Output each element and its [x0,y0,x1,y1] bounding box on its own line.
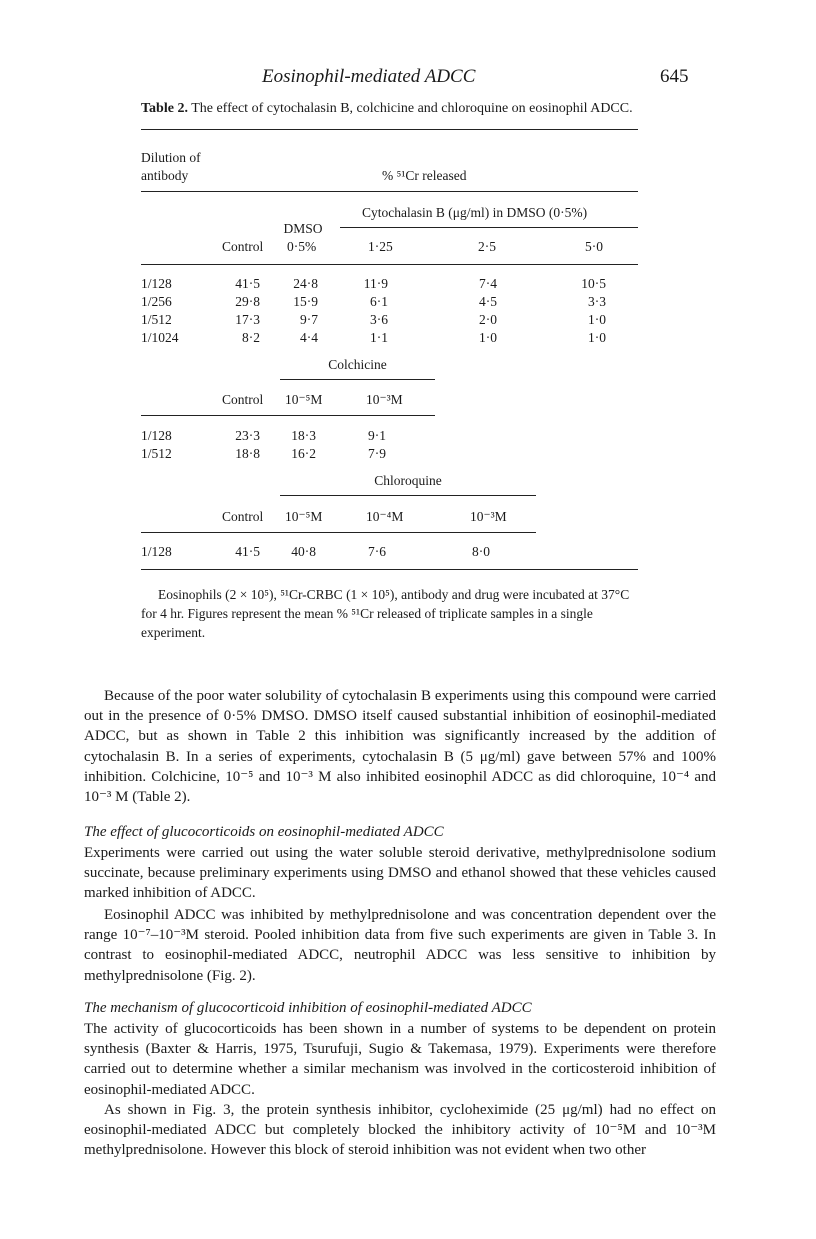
colchicine-group-label: Colchicine [328,357,387,372]
table-cell: 41·5 [235,276,260,291]
table-cell: 18·8 [235,446,260,461]
table-cell: 8·0 [472,544,490,559]
s3-header-3: 10⁻³M [470,509,507,524]
table-cell: 1·0 [479,330,497,345]
table-cell: 1·1 [370,330,388,345]
table-cell: 41·5 [235,544,260,559]
s1-header-dmso: 0·5% [287,239,317,254]
table-cell: 9·7 [300,312,318,327]
table-cell: 23·3 [235,428,260,443]
cytochalasin-group-label: Cytochalasin B (μg/ml) in DMSO (0·5%) [362,205,588,220]
table-cell: 11·9 [363,276,388,291]
table-cell: 16·2 [291,446,316,461]
table-cell: 4·5 [479,294,497,309]
body-paragraph: The activity of glucocorticoids has been shown in a number of systems to be dependent on protein synthesis (Baxter & Harris, 1975, Tsurufuji, Sugio & Takemasa, 1979). Experiments were therefore carried out to determine whether a similar mechanism was involved in the corticosteroid inhibition of eosinophil-mediated ADCC. [84,1021,716,1098]
table-cell: 3·3 [588,294,606,309]
table-cell: 3·6 [370,312,388,327]
table-cell: 15·9 [293,294,318,309]
body-paragraph: Experiments were carried out using the water soluble steroid derivative, methylprednisolone sodium succinate, because preliminary experiments using DMSO and ethanol showed that these vehicles caused marked inhibition of ADCC. [84,845,716,902]
table-cell: 1·0 [588,312,606,327]
s1-header-125: 1·25 [368,239,393,254]
table-top-rule [141,129,638,130]
s2-header-1: 10⁻⁵M [285,392,323,407]
table-label: Table 2. [141,101,188,116]
chloroquine-group-label: Chloroquine [374,473,442,488]
table-cell: 18·3 [291,428,316,443]
page-number: 645 [660,66,689,87]
table-cell: 40·8 [291,544,316,559]
table-cell: 1/512 [141,446,172,461]
s3-header-1: 10⁻⁵M [285,509,323,524]
table-cell: 10·5 [581,276,606,291]
table-cell: 1/1024 [141,330,179,345]
table-cell: 1/128 [141,276,172,291]
table-cell: 1·0 [588,330,606,345]
table-cell: 7·4 [479,276,497,291]
s2-header-control: Control [222,392,264,407]
cytochalasin-group-rule [340,227,638,228]
table-cell: 2·0 [479,312,497,327]
running-title: Eosinophil-mediated ADCC [262,66,476,87]
table-cell: 4·4 [300,330,318,345]
table-head-rule [141,191,638,192]
s3-header-2: 10⁻⁴M [366,509,404,524]
s1-header-control: Control [222,239,264,254]
col-head-dilution-2: antibody [141,168,189,183]
dmso-label: DMSO [283,221,323,236]
table-cell: 8·2 [242,330,260,345]
body-paragraph: Eosinophil ADCC was inhibited by methylprednisolone and was concentration dependent over the range 10⁻⁷–10⁻³M steroid. Pooled inhibition data from five such experiments are given in Table 3. In contrast to eosinophil-mediated ADCC, neutrophil ADCC was less sensitive to inhibition by methylprednisolone (Fig. 2). [84,907,716,984]
table-caption [141,101,633,117]
table-cell: 9·1 [368,428,386,443]
s2-header-rule [141,415,435,416]
s3-header-rule [141,532,536,533]
table-footnote: Eosinophils (2 × 10⁵), ⁵¹Cr-CRBC (1 × 10⁵), antibody and drug were incubated at 37°C for 4 hr. Figures represent the mean % ⁵¹Cr released of triplicate samples in a single experiment. [141,587,630,640]
col-head-cr-released: % ⁵¹Cr released [382,168,467,183]
table-cell: 7·6 [368,544,386,559]
table-cell: 24·8 [293,276,318,291]
section-heading: The mechanism of glucocorticoid inhibition of eosinophil-mediated ADCC [84,1000,532,1016]
s1-header-50: 5·0 [585,239,603,254]
colchicine-group-rule [280,379,435,380]
table-cell: 7·9 [368,446,386,461]
table-cell: 17·3 [235,312,260,327]
table-bottom-rule [141,569,638,570]
table-cell: 1/512 [141,312,172,327]
s1-header-rule [141,264,638,265]
table-caption-text: The effect of cytochalasin B, colchicine and chloroquine on eosinophil ADCC. [191,101,633,116]
body-paragraph: Because of the poor water solubility of cytochalasin B experiments using this compound were carried out in the presence of 0·5% DMSO. DMSO itself caused substantial inhibition of eosinophil-mediated ADCC, but as shown in Table 2 this inhibition was significantly increased by the addition of cytochalasin B. In a series of experiments, cytochalasin B (5 μg/ml) gave between 57% and 100% inhibition. Colchicine, 10⁻⁵ and 10⁻³ M also inhibited eosinophil ADCC as did chloroquine, 10⁻⁴ and 10⁻³ M (Table 2). [84,688,716,806]
table-cell: 6·1 [370,294,388,309]
body-paragraph: As shown in Fig. 3, the protein synthesis inhibitor, cycloheximide (25 μg/ml) had no effect on eosinophil-mediated ADCC but completely blocked the inhibitory activity of 10⁻⁵M and 10⁻³M methylprednisolone. However this block of steroid inhibition was not evident when two other [84,1102,716,1159]
table-cell: 1/256 [141,294,172,309]
s1-header-25: 2·5 [478,239,496,254]
s2-header-2: 10⁻³M [366,392,403,407]
section-heading: The effect of glucocorticoids on eosinophil-mediated ADCC [84,824,444,840]
chloroquine-group-rule [280,495,536,496]
table-cell: 29·8 [235,294,260,309]
s3-header-control: Control [222,509,264,524]
table-cell: 1/128 [141,544,172,559]
table-cell: 1/128 [141,428,172,443]
col-head-dilution-1: Dilution of [141,150,201,165]
